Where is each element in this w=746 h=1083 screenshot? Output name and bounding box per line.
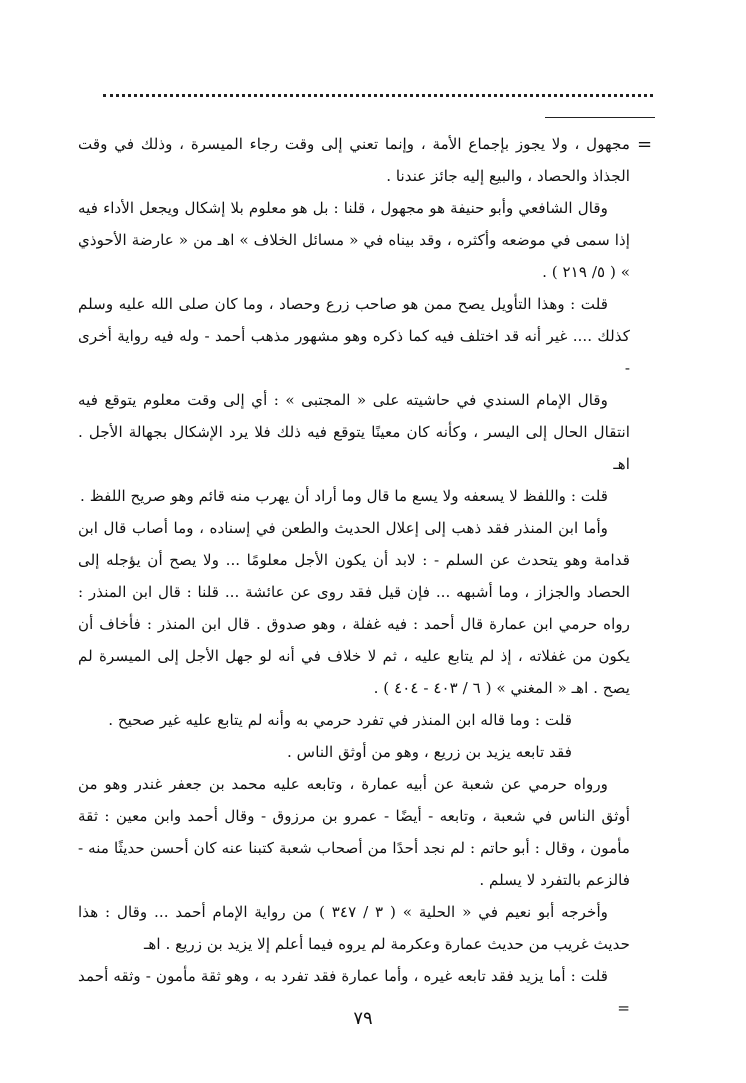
paragraph: فقد تابعه يزيد بن زريع ، وهو من أوثق الناس .: [287, 743, 572, 761]
paragraph: وقال الإمام السندي في حاشيته على « المجتبى » : أي إلى وقت معلوم يتوقع فيه انتقال الحال إلى اليسر ، وكأنه كان معينًا يتوقع فيه ذلك فلا يرد الإشكال بجهالة الأجل . اهـ: [78, 391, 630, 473]
paragraph: قلت : وما قاله ابن المنذر في تفرد حرمي به وأنه لم يتابع عليه غير صحيح .: [108, 711, 572, 729]
dotted-separator: [103, 84, 653, 97]
paragraph: وقال الشافعي وأبو حنيفة هو مجهول ، قلنا : بل هو معلوم بلا إشكال ويجعل الأداء فيه إذا سمى في موضعه وأكثره ، وقد بيناه في « مسائل الخلاف » اهـ من « عارضة الأحوذي » ( ٥/ ٢١٩ ) .: [78, 199, 630, 281]
paragraph: قلت : وهذا التأويل يصح ممن هو صاحب زرع وحصاد ، وما كان صلى الله عليه وسلم كذلك .... غير أنه قد اختلف فيه كما ذكره وهو مشهور مذهب أحمد - وله فيه رواية أخرى -: [78, 295, 630, 377]
footnote-text: [78, 128, 630, 1024]
paragraph: قلت : أما يزيد فقد تابعه غيره ، وأما عمارة فقد تفرد به ، وهو ثقة مأمون - وثقه أحمد =: [78, 967, 630, 1017]
paragraph: وأما ابن المنذر فقد ذهب إلى إعلال الحديث والطعن في إسناده ، وما أصاب قال ابن قدامة وهو يتحدث عن السلم - : لابد أن يكون الأجل معلومًا ... ولا يصح أن يؤجله إلى الحصاد والجزاز ، وما أشبهه ... فإن قيل فقد روى عن عائشة ... قلنا : قال ابن المنذر : رواه حرمي ابن عمارة قال أحمد : فيه غفلة ، وهو صدوق . قال ابن المنذر : فأخاف أن يكون من غفلاته ، إذ لم يتابع عليه ، ثم لا خلاف في أنه لو جهل الأجل إلى الميسرة لم يصح . اهـ « المغني » ( ٦ / ٤٠٣ - ٤٠٤ ) .: [78, 519, 630, 697]
paragraph: مجهول ، ولا يجوز بإجماع الأمة ، وإنما تعني إلى وقت رجاء الميسرة ، وذلك في وقت الجذاذ والحصاد ، والبيع إليه جائز عندنا .: [78, 135, 630, 185]
paragraph: قلت : واللفظ لا يسعفه ولا يسع ما قال وما أراد أن يهرب منه قائم وهو صريح اللفظ .: [80, 487, 608, 505]
continuation-marker: =: [637, 134, 653, 155]
page-number: ٧٩: [353, 1008, 373, 1029]
footnote-rule: [545, 117, 655, 118]
paragraph: ورواه حرمي عن شعبة عن أبيه عمارة ، وتابعه عليه محمد بن جعفر غندر وهو من أوثق الناس في شعبة ، وتابعه - أيضًا - عمرو بن مرزوق - وقال أحمد وابن معين : ثقة مأمون ، وقال : أبو حاتم : لم نجد أحدًا من أصحاب شعبة كتبنا عنه كان أحسن حديثًا منه - فالزعم بالتفرد لا يسلم .: [78, 775, 630, 889]
paragraph: وأخرجه أبو نعيم في « الحلية » ( ٣ / ٣٤٧ ) من رواية الإمام أحمد ... وقال : هذا حديث غريب من حديث عمارة وعكرمة لم يروه فيما أعلم إلا يزيد بن زريع . اهـ: [78, 903, 630, 953]
